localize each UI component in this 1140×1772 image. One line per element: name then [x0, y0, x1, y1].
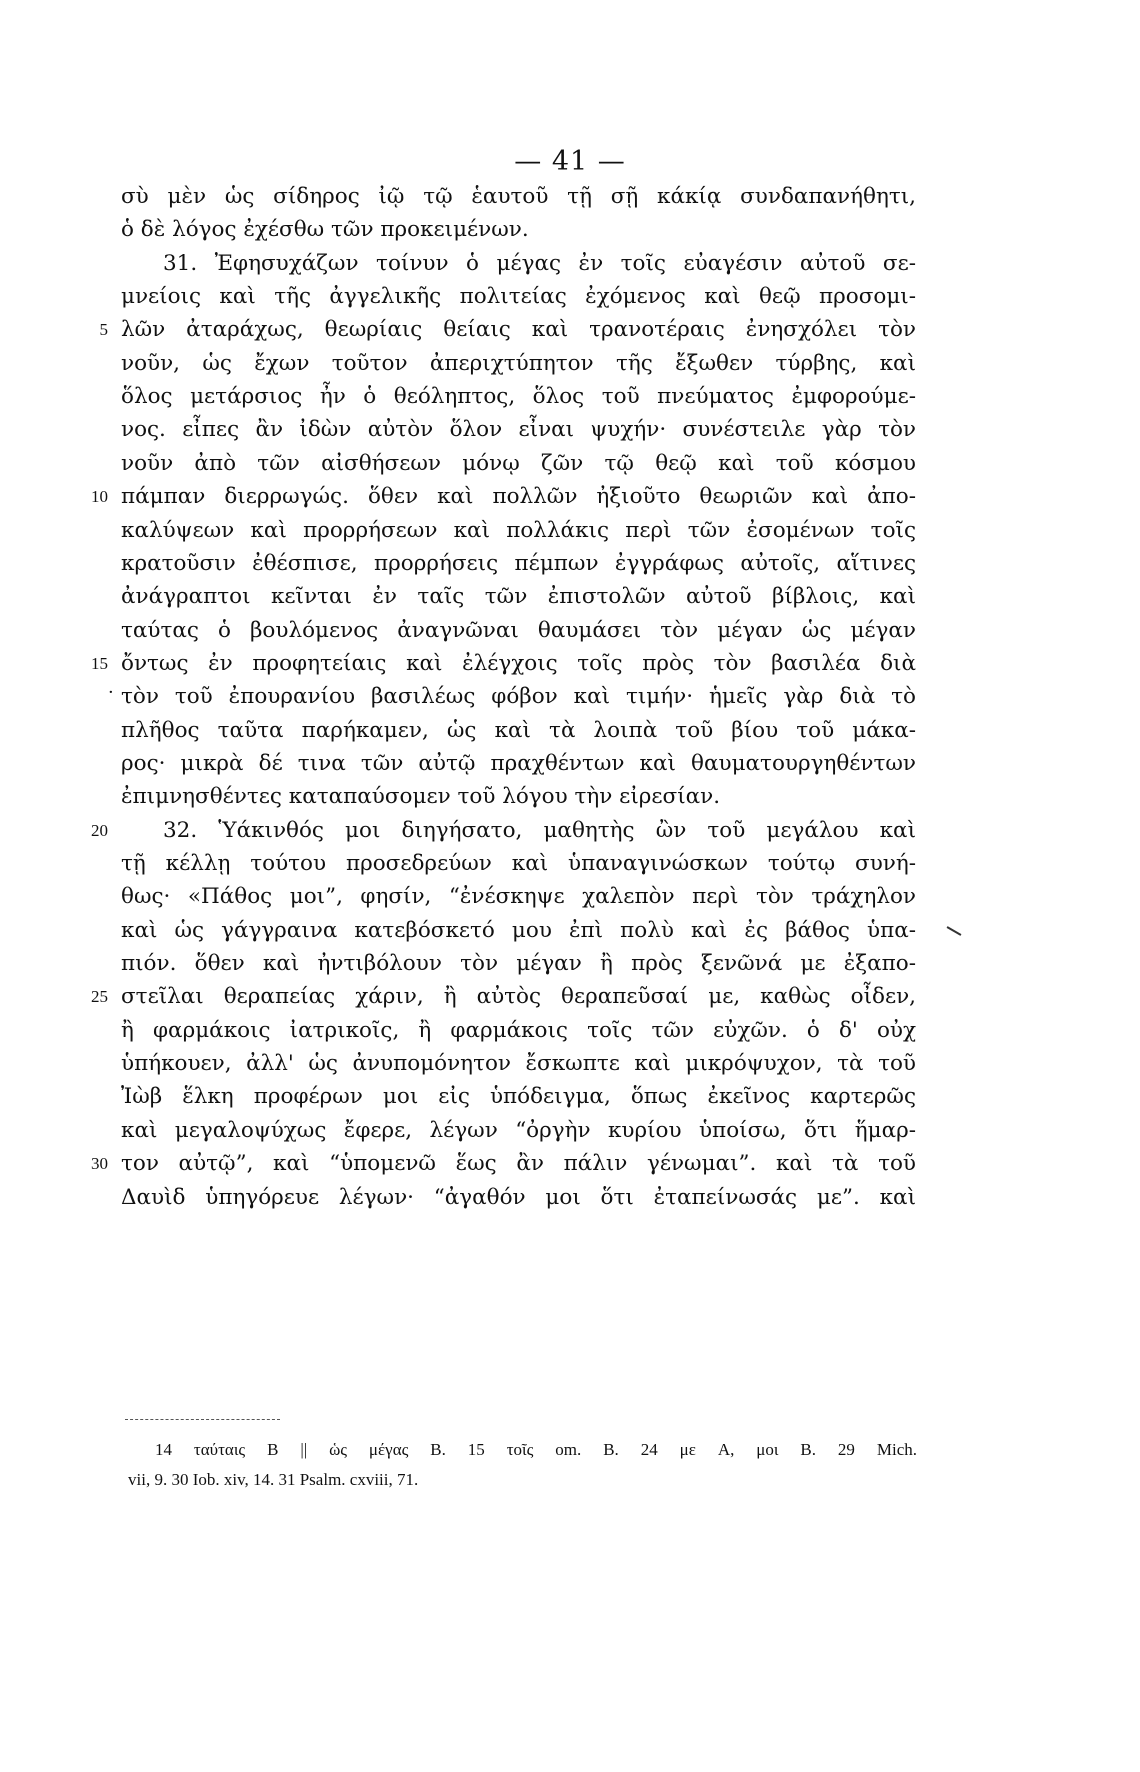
text-line: λῶν ἀταράχως, θεωρίαις θείαις καὶ τρανοτέραις ἐνησχόλει τὸν [121, 317, 916, 342]
text-line: ὅλος μετάρσιος ἦν ὁ θεόληπτος, ὅλος τοῦ πνεύματος ἐμφορούμε- [121, 384, 916, 409]
margin-dot: · [108, 682, 114, 703]
page-number: — 41 — [514, 146, 626, 177]
text-line: πιόν. ὅθεν καὶ ἠντιβόλουν τὸν μέγαν ἢ πρὸς ξενῶνά με ἐξαπο- [121, 951, 916, 976]
line-number: 20 [91, 821, 108, 840]
line-number: 10 [91, 487, 108, 506]
text-line: κρατοῦσιν ἐθέσπισε, προρρήσεις πέμπων ἐγγράφως αὐτοῖς, αἵτινες [121, 551, 916, 576]
text-line: ταύτας ὁ βουλόμενος ἀναγνῶναι θαυμάσει τὸν μέγαν ὡς μέγαν [121, 618, 916, 643]
text-line: ἐπιμνησθέντες καταπαύσομεν τοῦ λόγου τὴν εἰρεσίαν. [121, 784, 721, 809]
line-number: 30 [91, 1154, 108, 1173]
text-line: πλῆθος ταῦτα παρήκαμεν, ὡς καὶ τὰ λοιπὰ τοῦ βίου τοῦ μάκα- [121, 718, 916, 743]
text-line: νοῦν, ὡς ἔχων τοῦτον ἀπεριχτύπητον τῆς ἔξωθεν τύρβης, καὶ [121, 351, 916, 376]
footnote-rule [125, 1419, 280, 1420]
text-line: πάμπαν διερρωγώς. ὅθεν καὶ πολλῶν ἠξιοῦτο θεωριῶν καὶ ἀπο- [121, 484, 916, 509]
line-number: 5 [99, 320, 108, 339]
text-line: Ἰὼβ ἕλκη προφέρων μοι εἰς ὑπόδειγμα, ὅπως ἐκεῖνος καρτερῶς [121, 1084, 916, 1109]
margin-mark [947, 926, 962, 936]
text-line: στεῖλαι θεραπείας χάριν, ἢ αὐτὸς θεραπεῦσαί με, καθὼς οἶδεν, [121, 984, 916, 1009]
text-line: τῇ κέλλῃ τούτου προσεδρεύων καὶ ὑπαναγινώσκων τούτῳ συνή- [121, 851, 916, 876]
text-line: καὶ μεγαλοψύχως ἔφερε, λέγων “ὀργὴν κυρίου ὑποίσω, ὅτι ἥμαρ- [121, 1118, 916, 1143]
text-line: ἢ φαρμάκοις ἰατρικοῖς, ἢ φαρμάκοις τοῖς τῶν εὐχῶν. ὁ δ' οὐχ [121, 1018, 916, 1043]
text-line: μνείοις καὶ τῆς ἀγγελικῆς πολιτείας ἐχόμενος καὶ θεῷ προσομι- [121, 284, 916, 309]
text-line: 31. Ἐφησυχάζων τοίνυν ὁ μέγας ἐν τοῖς εὐαγέσιν αὐτοῦ σε- [163, 251, 916, 276]
text-line: καὶ ὡς γάγγραινα κατεβόσκετό μου ἐπὶ πολὺ καὶ ἐς βάθος ὑπα- [121, 918, 916, 943]
line-number: 25 [91, 987, 108, 1006]
text-line: καλύψεων καὶ προρρήσεων καὶ πολλάκις περὶ τῶν ἐσομένων τοῖς [121, 518, 916, 543]
text-line: ὁ δὲ λόγος ἐχέσθω τῶν προκειμένων. [121, 217, 529, 242]
footnote-line: 14 ταύταις B || ὡς μέγας B. 15 τοῖς om. B. 24 με A, μοι B. 29 Mich. [155, 1440, 917, 1459]
text-line: ρος· μικρὰ δέ τινα τῶν αὐτῷ πραχθέντων καὶ θαυματουργηθέντων [121, 751, 916, 776]
text-line: τὸν τοῦ ἐπουρανίου βασιλέως φόβον καὶ τιμήν· ἡμεῖς γὰρ διὰ τὸ [121, 684, 916, 709]
text-line: νος. εἶπες ἂν ἰδὼν αὐτὸν ὅλον εἶναι ψυχήν· συνέστειλε γὰρ τὸν [121, 417, 916, 442]
footnote-line: vii, 9. 30 Iob. xiv, 14. 31 Psalm. cxviii, 71. [128, 1470, 419, 1489]
text-line: Δαυὶδ ὑπηγόρευε λέγων· “ἀγαθόν μοι ὅτι ἐταπείνωσάς με”. καὶ [121, 1185, 916, 1210]
text-line: τον αὐτῷ”, καὶ “ὑπομενῶ ἕως ἂν πάλιν γένωμαι”. καὶ τὰ τοῦ [121, 1151, 916, 1176]
text-line: θως· «Πάθος μοι”, φησίν, “ἐνέσκηψε χαλεπὸν περὶ τὸν τράχηλον [121, 884, 916, 909]
text-line: νοῦν ἀπὸ τῶν αἰσθήσεων μόνῳ ζῶν τῷ θεῷ καὶ τοῦ κόσμου [121, 451, 916, 476]
line-number: 15 [91, 654, 108, 673]
text-line: σὺ μὲν ὡς σίδηρος ἰῷ τῷ ἑαυτοῦ τῇ σῇ κάκίᾳ συνδαπανήθητι, [121, 184, 916, 209]
text-line: ὄντως ἐν προφητείαις καὶ ἐλέγχοις τοῖς πρὸς τὸν βασιλέα διὰ [121, 651, 916, 676]
text-line: ἀνάγραπτοι κεῖνται ἐν ταῖς τῶν ἐπιστολῶν αὐτοῦ βίβλοις, καὶ [121, 584, 916, 609]
text-line: 32. Ὑάκινθός μοι διηγήσατο, μαθητὴς ὢν τοῦ μεγάλου καὶ [163, 818, 916, 843]
text-line: ὑπήκουεν, ἀλλ' ὡς ἀνυπομόνητον ἔσκωπτε καὶ μικρόψυχον, τὰ τοῦ [121, 1051, 916, 1076]
